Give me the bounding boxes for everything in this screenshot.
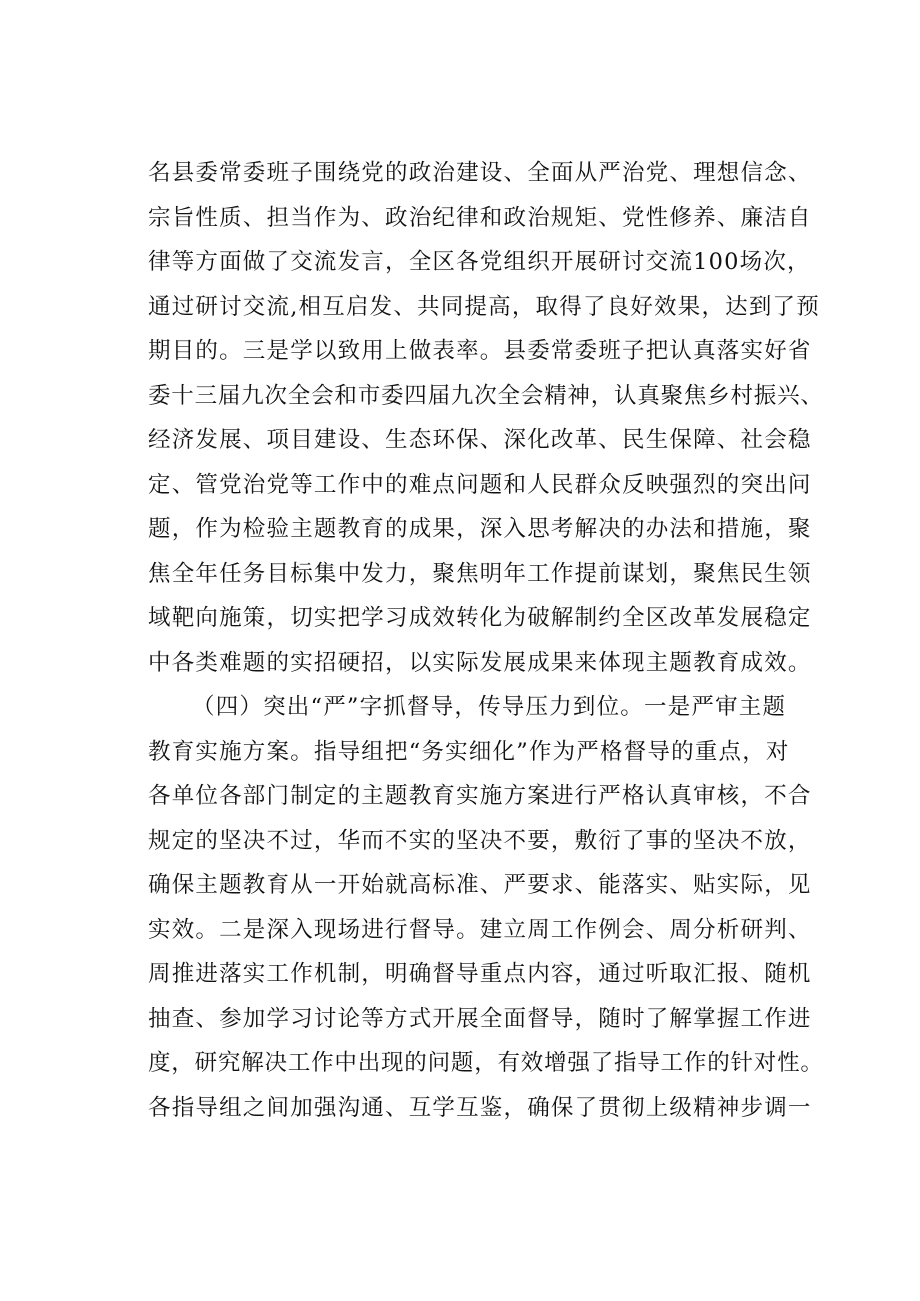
- text-line: 教育实施方案。指导组把“务实细化”作为严格督导的重点，对: [148, 738, 790, 765]
- text-line: 抽查、参加学习讨论等方式开展全面督导，随时了解掌握工作进: [148, 1005, 812, 1032]
- text-line: 名县委常委班子围绕党的政治建设、全面从严治党、理想信念、: [148, 160, 812, 186]
- body-text: [148, 151, 828, 1130]
- text-line: 经济发展、项目建设、生态环保、深化改革、民生保障、社会稳: [148, 427, 812, 453]
- text-line: 题，作为检验主题教育的成果，深入思考解决的办法和措施，聚: [148, 516, 812, 542]
- text-line: 焦全年任务目标集中发力，聚焦明年工作提前谋划，聚焦民生领: [148, 560, 812, 587]
- text-line: 周推进落实工作机制，明确督导重点内容，通过听取汇报、随机: [148, 961, 812, 987]
- text-line: 中各类难题的实招硬招，以实际发展成果来体现主题教育成效。: [148, 649, 812, 676]
- text-line: 各指导组之间加强沟通、互学互鉴，确保了贯彻上级精神步调一: [148, 1094, 812, 1121]
- text-line: 定、管党治党等工作中的难点问题和人民群众反映强烈的突出问: [148, 471, 812, 498]
- text-line: 各单位各部门制定的主题教育实施方案进行严格认真审核，不合: [148, 783, 812, 809]
- text-line: 律等方面做了交流发言，全区各党组织开展研讨交流100场次，: [148, 249, 811, 275]
- text-line: 规定的坚决不过，华而不实的坚决不要，敷衍了事的坚决不放，: [148, 827, 812, 854]
- text-line: 通过研讨交流,相互启发、共同提高，取得了良好效果，达到了预: [148, 293, 820, 320]
- text-line: 委十三届九次全会和市委四届九次全会精神，认真聚焦乡村振兴、: [148, 382, 824, 409]
- text-line: 域靶向施策，切实把学习成效转化为破解制约全区改革发展稳定: [148, 605, 812, 631]
- text-line: 宗旨性质、担当作为、政治纪律和政治规矩、党性修养、廉洁自: [148, 204, 812, 231]
- text-line: 实效。二是深入现场进行督导。建立周工作例会、周分析研判、: [148, 916, 812, 943]
- text-line: 期目的。三是学以致用上做表率。县委常委班子把认真落实好省: [148, 338, 812, 364]
- text-line: 度，研究解决工作中出现的问题，有效增强了指导工作的针对性。: [148, 1050, 824, 1076]
- text-line: 确保主题教育从一开始就高标准、严要求、能落实、贴实际，见: [148, 872, 812, 898]
- section-heading-line: （四）突出“严”字抓督导，传导压力到位。一是严审主题: [192, 694, 787, 720]
